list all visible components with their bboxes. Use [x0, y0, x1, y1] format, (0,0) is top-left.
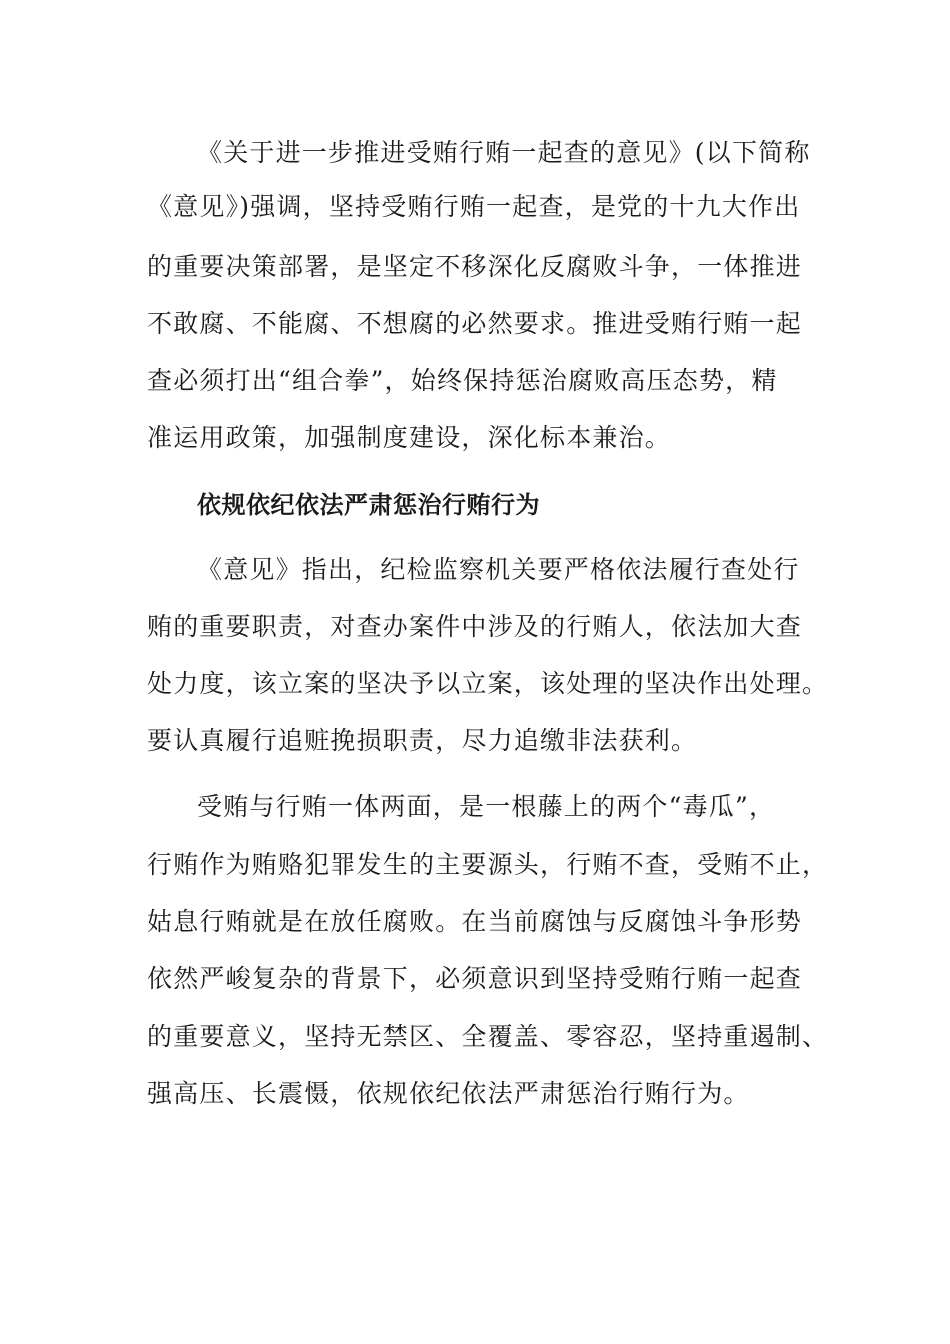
paragraph-1-line-2: 《意见》)强调，坚持受贿行贿一起查，是党的十九大作出: [147, 192, 801, 221]
paragraph-2-line-4: 要认真履行追赃挽损职责，尽力追缴非法获利。: [147, 726, 698, 755]
paragraph-1-line-6: 准运用政策，加强制度建设，深化标本兼治。: [147, 423, 672, 452]
paragraph-3-line-3: 姑息行贿就是在放任腐败。在当前腐蚀与反腐蚀斗争形势: [147, 907, 803, 936]
paragraph-3-line-1: 受贿与行贿一体两面，是一根藤上的两个“毒瓜”，: [197, 792, 776, 821]
paragraph-1-line-5: 查必须打出“组合拳”，始终保持惩治腐败高压态势，精: [147, 366, 778, 395]
paragraph-3-line-2: 行贿作为贿赂犯罪发生的主要源头，行贿不查，受贿不止，: [147, 850, 829, 879]
paragraph-1-line-1: 《关于进一步推进受贿行贿一起查的意见》(以下简称: [197, 138, 811, 167]
paragraph-3-line-4: 依然严峻复杂的背景下，必须意识到坚持受贿行贿一起查: [147, 964, 803, 993]
paragraph-3-line-5: 的重要意义，坚持无禁区、全覆盖、零容忍，坚持重遏制、: [147, 1022, 829, 1051]
paragraph-1-line-4: 不敢腐、不能腐、不想腐的必然要求。推进受贿行贿一起: [147, 309, 803, 338]
section-heading: 依规依纪依法严肃惩治行贿行为: [197, 491, 540, 519]
paragraph-2-line-1: 《意见》指出，纪检监察机关要严格依法履行查处行: [197, 555, 800, 584]
paragraph-1-line-3: 的重要决策部署，是坚定不移深化反腐败斗争，一体推进: [147, 252, 803, 281]
paragraph-2-line-3: 处力度，该立案的坚决予以立案，该处理的坚决作出处理。: [147, 669, 829, 698]
paragraph-3-line-6: 强高压、长震慑，依规依纪依法严肃惩治行贿行为。: [147, 1079, 750, 1108]
paragraph-2-line-2: 贿的重要职责，对查办案件中涉及的行贿人，依法加大查: [147, 612, 803, 641]
